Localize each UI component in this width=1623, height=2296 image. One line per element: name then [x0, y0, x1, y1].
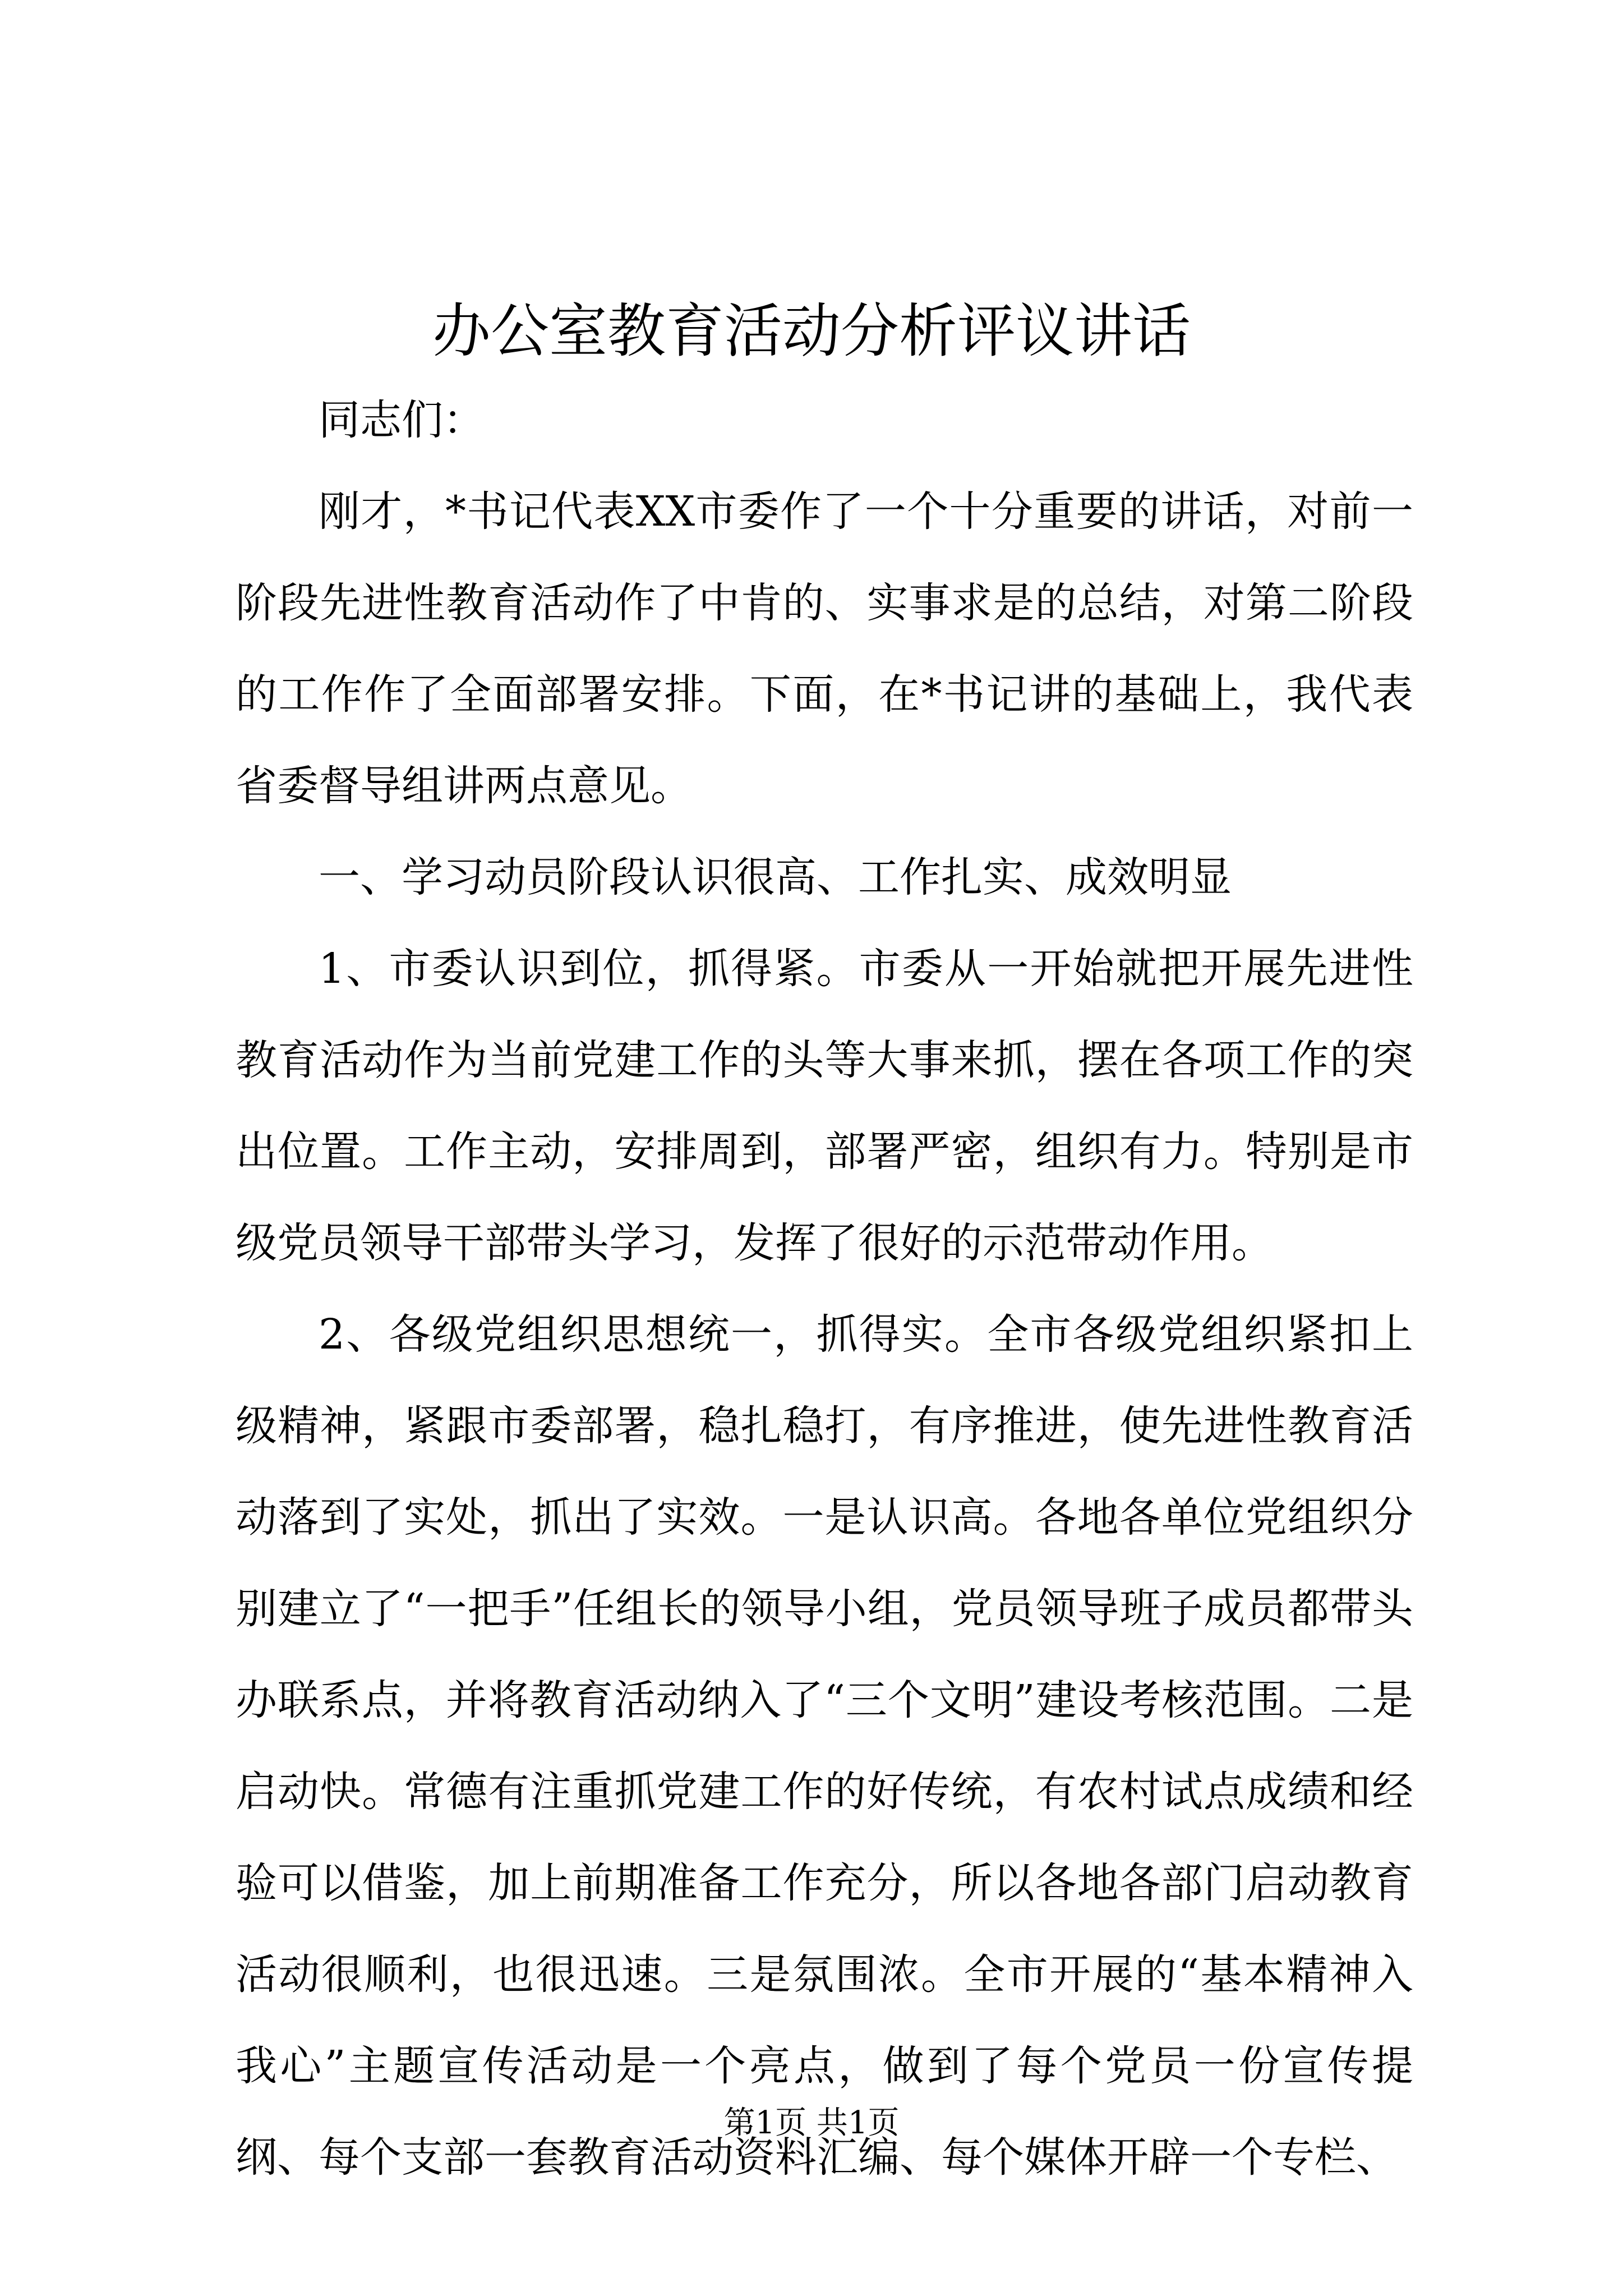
point-1-paragraph: 1、市委认识到位，抓得紧。市委从一开始就把开展先进性教育活动作为当前党建工作的头等大事来抓，摆在各项工作的突出位置。工作主动，安排周到，部署严密，组织有力。特别是市级党员领导干部带头学习，发挥了很好的示范带动作用。 — [236, 945, 1413, 1267]
intro-paragraph: 刚才，*书记代表XX市委作了一个十分重要的讲话，对前一阶段先进性教育活动作了中肯的、实事求是的总结，对第二阶段的工作作了全面部署安排。下面，在*书记讲的基础上，我代表省委督导组讲两点意见。 — [236, 487, 1413, 810]
point-2-paragraph: 2、各级党组织思想统一，抓得实。全市各级党组织紧扣上级精神，紧跟市委部署，稳扎稳打，有序推进，使先进性教育活动落到了实处，抓出了实效。一是认识高。各地各单位党组织分别建立了“一把手”任组长的领导小组，党员领导班子成员都带头办联系点，并将教育活动纳入了“三个文明”建设考核范围。二是启动快。常德有注重抓党建工作的好传统，有农村试点成绩和经验可以借鉴，加上前期准备工作充分，所以各地各部门启动教育活动很顺利，也很迅速。三是氛围浓。全市开展的“基本精神入我心”主题宣传活动是一个亮点，做到了每个党员一份宣传提纲、每个支部一套教育活动资料汇编、每个媒体开辟一个专栏、 — [236, 1310, 1413, 2182]
section-heading-1: 一、学习动员阶段认识很高、工作扎实、成效明显 — [319, 853, 1232, 901]
page-number-footer: 第1页 共1页 — [723, 2105, 900, 2141]
document-body — [236, 375, 1413, 2203]
document-title: 办公室教育活动分析评议讲话 — [432, 297, 1191, 365]
salutation-paragraph: 同志们： — [319, 396, 485, 444]
